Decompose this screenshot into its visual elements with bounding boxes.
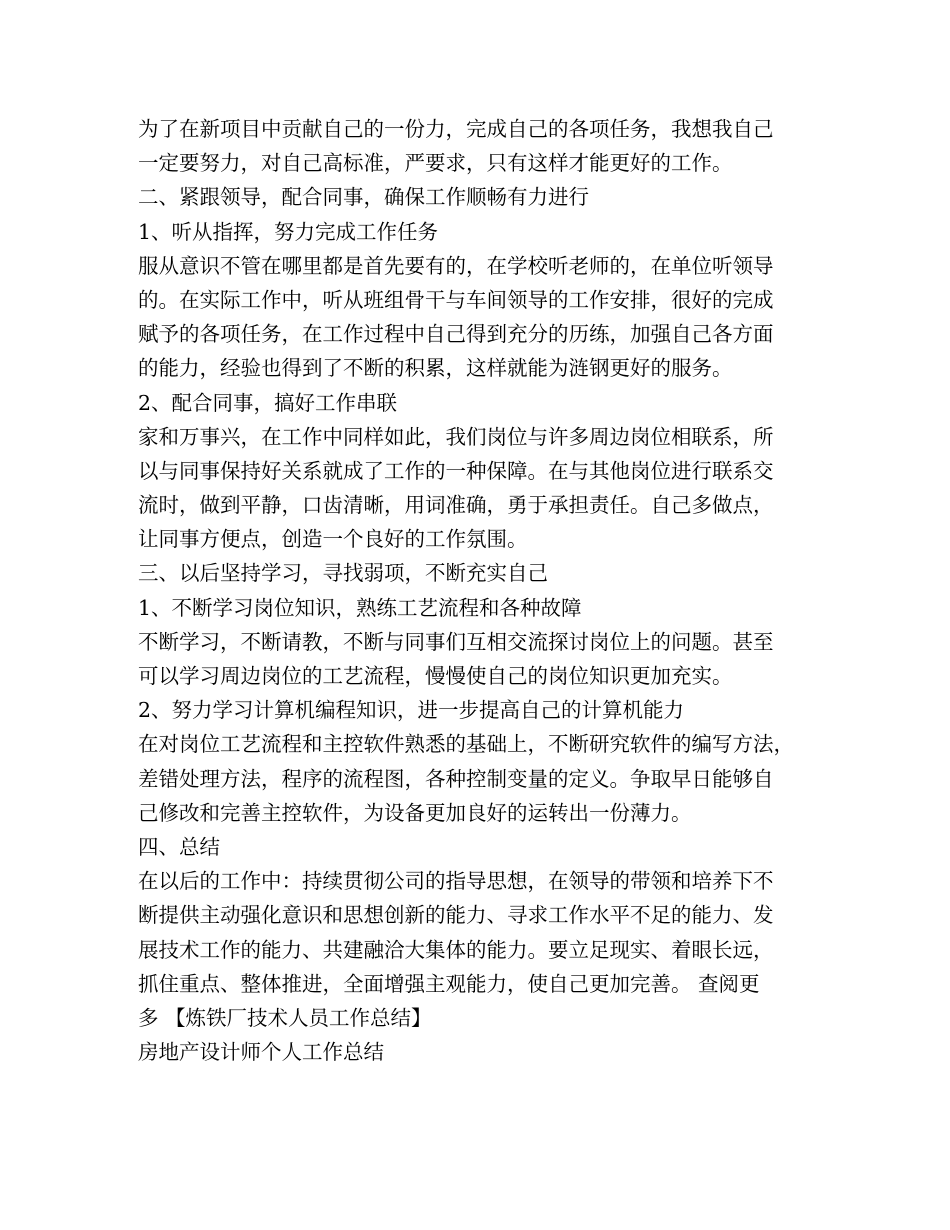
text-line: 让同事方便点，创造一个良好的工作氛围。 bbox=[138, 527, 528, 552]
section-heading: 四、总结 bbox=[138, 834, 220, 859]
text-line: 服从意识不管在哪里都是首先要有的，在学校听老师的，在单位听领导 bbox=[138, 253, 774, 278]
text-line: 在对岗位工艺流程和主控软件熟悉的基础上，不断研究软件的编写方法， bbox=[138, 732, 794, 757]
section-heading: 三、以后坚持学习，寻找弱项，不断充实自己 bbox=[138, 561, 548, 586]
text-line: 为了在新项目中贡献自己的一份力，完成自己的各项任务，我想我自己 bbox=[138, 117, 774, 141]
text-line: 不断学习，不断请教，不断与同事们互相交流探讨岗位上的问题。甚至 bbox=[138, 629, 774, 654]
text-line: 赋予的各项任务，在工作过程中自己得到充分的历练，加强自己各方面 bbox=[138, 322, 774, 347]
text-line: 家和万事兴，在工作中同样如此，我们岗位与许多周边岗位相联系，所 bbox=[138, 424, 774, 449]
subsection-heading: 2、配合同事，搞好工作串联 bbox=[138, 390, 398, 415]
text-line: 抓住重点、整体推进，全面增强主观能力，使自己更加完善。 查阅更 bbox=[138, 971, 760, 996]
subsection-heading: 2、努力学习计算机编程知识，进一步提高自己的计算机能力 bbox=[138, 698, 685, 723]
subsection-heading: 1、听从指挥，努力完成工作任务 bbox=[138, 219, 439, 244]
text-line: 的能力，经验也得到了不断的积累，这样就能为涟钢更好的服务。 bbox=[138, 356, 733, 381]
related-title-line: 房地产设计师个人工作总结 bbox=[138, 1040, 384, 1065]
section-heading: 二、紧跟领导，配合同事，确保工作顺畅有力进行 bbox=[138, 185, 589, 210]
text-line: 以与同事保持好关系就成了工作的一种保障。在与其他岗位进行联系交 bbox=[138, 458, 774, 483]
document-body bbox=[138, 112, 838, 1069]
text-line: 流时，做到平静，口齿清晰，用词准确，勇于承担责任。自己多做点， bbox=[138, 493, 774, 518]
text-line: 可以学习周边岗位的工艺流程，慢慢使自己的岗位知识更加充实。 bbox=[138, 664, 733, 688]
text-line: 在以后的工作中：持续贯彻公司的指导思想，在领导的带领和培养下不 bbox=[138, 869, 774, 894]
text-line: 的。在实际工作中，听从班组骨干与车间领导的工作安排，很好的完成 bbox=[138, 287, 774, 312]
text-line: 一定要努力，对自己高标准，严要求，只有这样才能更好的工作。 bbox=[138, 151, 733, 176]
subsection-heading: 1、不断学习岗位知识，熟练工艺流程和各种故障 bbox=[138, 595, 582, 620]
text-line: 断提供主动强化意识和思想创新的能力、寻求工作水平不足的能力、发 bbox=[138, 903, 774, 928]
text-line: 展技术工作的能力、共建融洽大集体的能力。要立足现实、着眼长远， bbox=[138, 937, 774, 962]
related-link-line: 多 【炼铁厂技术人员工作总结】 bbox=[138, 1005, 432, 1030]
text-line: 差错处理方法，程序的流程图，各种控制变量的定义。争取早日能够自 bbox=[138, 766, 774, 791]
text-line: 己修改和完善主控软件，为设备更加良好的运转出一份薄力。 bbox=[138, 800, 692, 825]
